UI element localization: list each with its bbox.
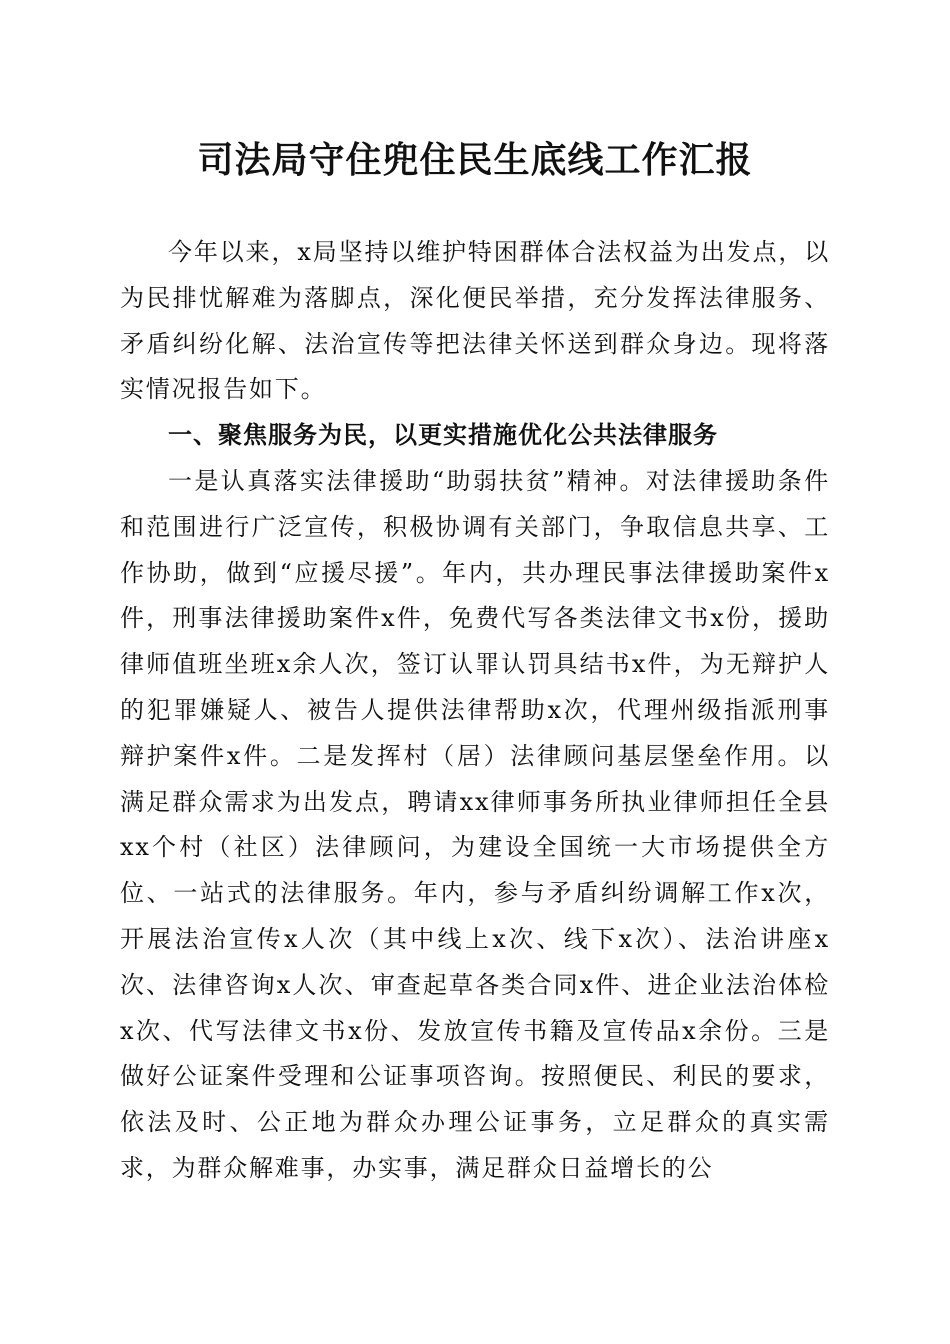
intro-paragraph: 今年以来，x局坚持以维护特困群体合法权益为出发点，以为民排忧解难为落脚点，深化便民举措，充分发挥法律服务、矛盾纠纷化解、法治宣传等把法律关怀送到群众身边。现将落实情况报告如下。 — [120, 238, 830, 404]
section-heading: 一、聚焦服务为民，以更实措施优化公共法律服务 — [168, 421, 718, 450]
document-title: 司法局守住兜住民生底线工作汇报 — [197, 139, 753, 181]
document-body — [120, 230, 830, 1192]
section-paragraph: 一是认真落实法律援助“助弱扶贫”精神。对法律援助条件和范围进行广泛宣传，积极协调有关部门，争取信息共享、工作协助，做到“应援尽援”。年内，共办理民事法律援助案件x件，刑事法律援助案件x件，免费代写各类法律文书x份，援助律师值班坐班x余人次，签订认罪认罚具结书x件，为无辩护人的犯罪嫌疑人、被告人提供法律帮助x次，代理州级指派刑事辩护案件x件。二是发挥村（居）法律顾问基层堡垒作用。以满足群众需求为出发点，聘请xx律师事务所执业律师担任全县xx个村（社区）法律顾问，为建设全国统一大市场提供全方位、一站式的法律服务。年内，参与矛盾纠纷调解工作x次，开展法治宣传x人次（其中线上x次、线下x次）、法治讲座x次、法律咨询x人次、审查起草各类合同x件、进企业法治体检x次、代写法律文书x份、发放宣传书籍及宣传品x余份。三是做好公证案件受理和公证事项咨询。按照便民、利民的要求，依法及时、公正地为群众办理公证事务，立足群众的真实需求，为群众解难事，办实事，满足群众日益增长的公 — [120, 466, 830, 1182]
